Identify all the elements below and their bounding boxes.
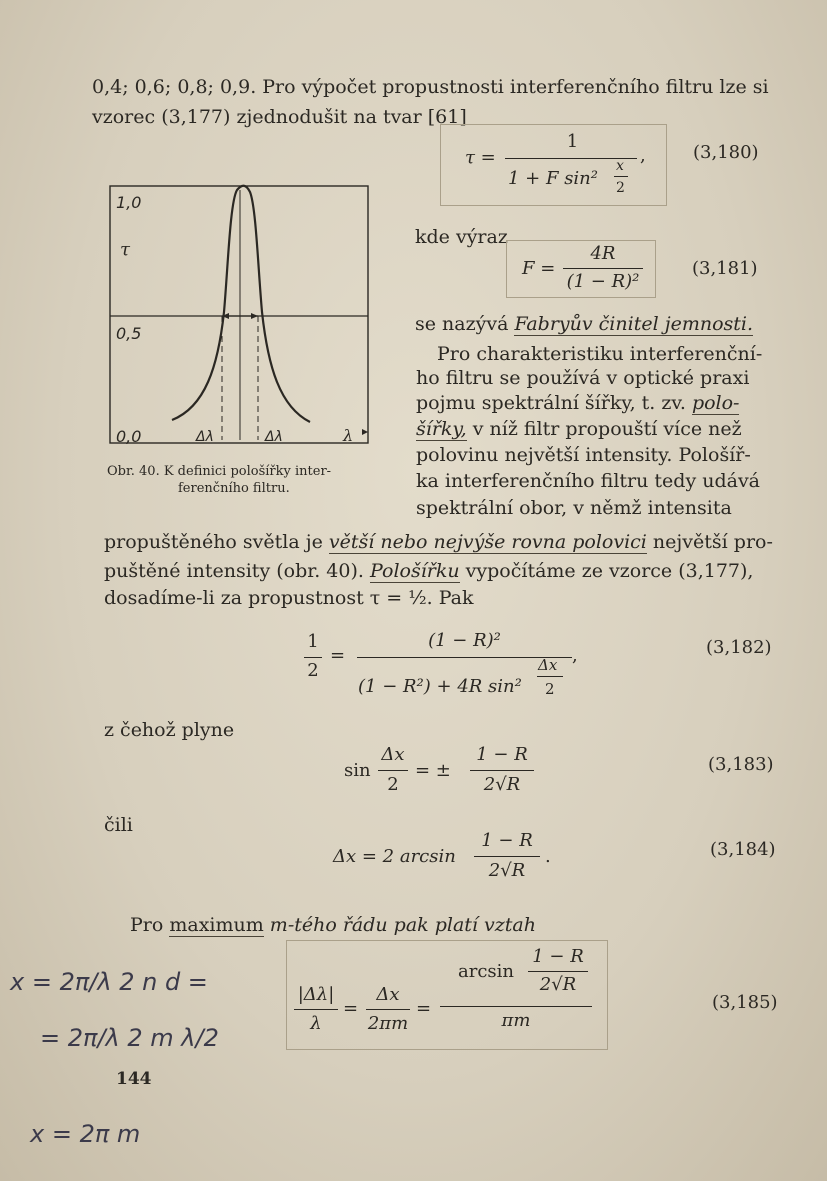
eq185-inner-num: 1 − R xyxy=(532,946,584,967)
eq180-number: (3,180) xyxy=(693,142,759,163)
eq180-den-bar xyxy=(614,176,628,177)
maximum-line-a: Pro xyxy=(130,914,170,936)
eq180-den-den: 2 xyxy=(616,180,625,196)
arrow-head-right xyxy=(251,313,258,319)
handwritten-note-2: = 2π/λ 2 m λ/2 xyxy=(40,1024,219,1052)
eq182-lhs-num: 1 xyxy=(307,631,319,652)
para-line-10: dosadíme-li za propustnost τ = ½. Pak xyxy=(104,587,474,609)
eq185-f1-bar xyxy=(294,1009,338,1010)
para-line-3-em: polo- xyxy=(691,392,740,414)
eq185-inner-den: 2√R xyxy=(539,974,577,995)
para-line-8-em: větší nebo nejvýše rovna polovici xyxy=(328,531,647,553)
para-line-8 xyxy=(104,531,773,554)
delta-lambda-right: Δλ xyxy=(265,429,283,445)
eq180-den-num: x xyxy=(616,158,624,174)
fabry-term: Fabryův činitel jemnosti. xyxy=(514,313,754,335)
para-line-8-b: největší pro- xyxy=(646,531,773,553)
eq184-lhs: Δx = 2 arcsin xyxy=(333,846,456,867)
para-line-4-em: šířky, xyxy=(416,418,467,440)
eq180-den: 1 + F sin² xyxy=(508,168,598,189)
eq184-number: (3,184) xyxy=(710,839,776,860)
eq185-f1-num: |Δλ| xyxy=(297,984,335,1005)
y-label-mid: 0,5 xyxy=(116,324,142,343)
eq181-lhs: F = xyxy=(522,258,556,279)
eq184-den: 2√R xyxy=(488,860,526,881)
y-label-top: 1,0 xyxy=(116,193,142,212)
eq185-f2-num: Δx xyxy=(376,984,400,1005)
eq185-f2-bar xyxy=(366,1009,410,1010)
eq182-den: (1 − R²) + 4R sin² xyxy=(358,676,522,697)
para-line-6: ka interferenčního filtru tedy udává xyxy=(416,470,761,492)
eq185-f2-den: 2πm xyxy=(367,1013,409,1034)
eq182-lhs-den: 2 xyxy=(307,660,319,681)
handwritten-note-3: x = 2π m xyxy=(30,1120,141,1148)
para-line-1: Pro charakteristiku interferenční- xyxy=(437,343,763,365)
text-z-ceho: z čehož plyne xyxy=(104,719,235,741)
figure-caption-2: ferenčního filtru. xyxy=(178,481,290,496)
eq183-lhs-num: Δx xyxy=(381,744,405,765)
eq185-number: (3,185) xyxy=(712,992,778,1013)
handwritten-note-1: x = 2π/λ 2 n d = xyxy=(10,968,208,996)
eq183-num: 1 − R xyxy=(476,744,528,765)
eq180-num: 1 xyxy=(566,131,579,152)
eq181-den: (1 − R)² xyxy=(566,271,640,292)
text-maximum-line xyxy=(130,914,536,937)
eq182-number: (3,182) xyxy=(706,637,772,658)
eq183-den: 2√R xyxy=(483,774,521,795)
para-line-9-a: puštěné intensity (obr. 40). xyxy=(104,560,370,582)
eq182-num: (1 − R)² xyxy=(428,630,501,651)
para-line-4-text: v níž filtr propouští více než xyxy=(466,418,742,440)
eq184-bar xyxy=(474,856,540,857)
fabry-prefix: se nazývá xyxy=(415,313,515,335)
eq182-den-bar xyxy=(537,676,563,677)
x-label-lambda: λ xyxy=(343,426,354,445)
eq185-inner-bar xyxy=(528,971,588,972)
y-label-tau: τ xyxy=(120,239,130,260)
eq183-number: (3,183) xyxy=(708,754,774,775)
delta-lambda-left: Δλ xyxy=(196,429,214,445)
text-line-2: vzorec (3,177) zjednodušit na tvar [61] xyxy=(92,106,467,128)
eq183-eq: = ± xyxy=(415,760,451,781)
text-cili: čili xyxy=(104,814,133,836)
para-line-5: polovinu největší intensity. Pološíř- xyxy=(416,444,751,466)
eq185-f3-bar xyxy=(440,1006,592,1007)
eq180-lhs: τ = xyxy=(465,147,496,168)
eq183-bar xyxy=(470,770,534,771)
para-line-9 xyxy=(104,560,753,583)
maximum-word: maximum xyxy=(169,914,264,936)
eq184-num: 1 − R xyxy=(481,830,533,851)
eq182-den-num: Δx xyxy=(538,656,558,674)
para-line-2: ho filtru se používá v optické praxi xyxy=(416,367,750,389)
eq185-f3-den: πm xyxy=(501,1010,531,1031)
text-line-1: 0,4; 0,6; 0,8; 0,9. Pro výpočet propustnosti interferenčního filtru lze si xyxy=(92,76,769,98)
para-line-4 xyxy=(416,418,742,441)
para-line-9-b: vypočítáme ze vzorce (3,177), xyxy=(459,560,754,582)
eq184-tail: . xyxy=(545,846,551,867)
eq182-tail: , xyxy=(572,645,578,666)
page-number: 144 xyxy=(116,1069,152,1089)
maximum-line-b: m-tého řádu pak platí vztah xyxy=(263,914,536,936)
para-line-9-em: Pološířku xyxy=(369,560,460,582)
para-line-3 xyxy=(416,392,739,415)
figure-caption-1: Obr. 40. K definici pološířky inter- xyxy=(107,464,332,479)
lambda-axis-arrow xyxy=(362,429,368,435)
eq182-den-den: 2 xyxy=(545,680,555,698)
eq182-lhs-bar xyxy=(304,657,322,658)
eq185-f1-den: λ xyxy=(310,1013,322,1034)
figure-40 xyxy=(100,182,380,452)
para-line-8-a: propuštěného světla je xyxy=(104,531,329,553)
eq181-num: 4R xyxy=(590,243,616,264)
eq183-lhs-den: 2 xyxy=(387,774,399,795)
eq181-number: (3,181) xyxy=(692,258,758,279)
para-line-7: spektrální obor, v němž intensita xyxy=(416,497,732,519)
text-kde-vyraz: kde výraz xyxy=(415,226,508,248)
y-label-zero: 0,0 xyxy=(116,427,142,446)
text-line-fabry xyxy=(415,313,753,336)
figure-frame xyxy=(110,186,368,443)
eq183-sin: sin xyxy=(344,760,371,781)
eq183-lhs-bar xyxy=(378,770,408,771)
eq185-arcsin: arcsin xyxy=(458,961,515,982)
eq185-eq1: = xyxy=(343,998,359,1019)
eq180-tail: , xyxy=(640,145,646,166)
eq182-eq: = xyxy=(330,645,346,666)
eq181-bar xyxy=(563,268,643,269)
para-line-3-text: pojmu spektrální šířky, t. zv. xyxy=(416,392,692,414)
transmission-curve xyxy=(172,186,310,422)
eq185-eq2: = xyxy=(416,998,432,1019)
